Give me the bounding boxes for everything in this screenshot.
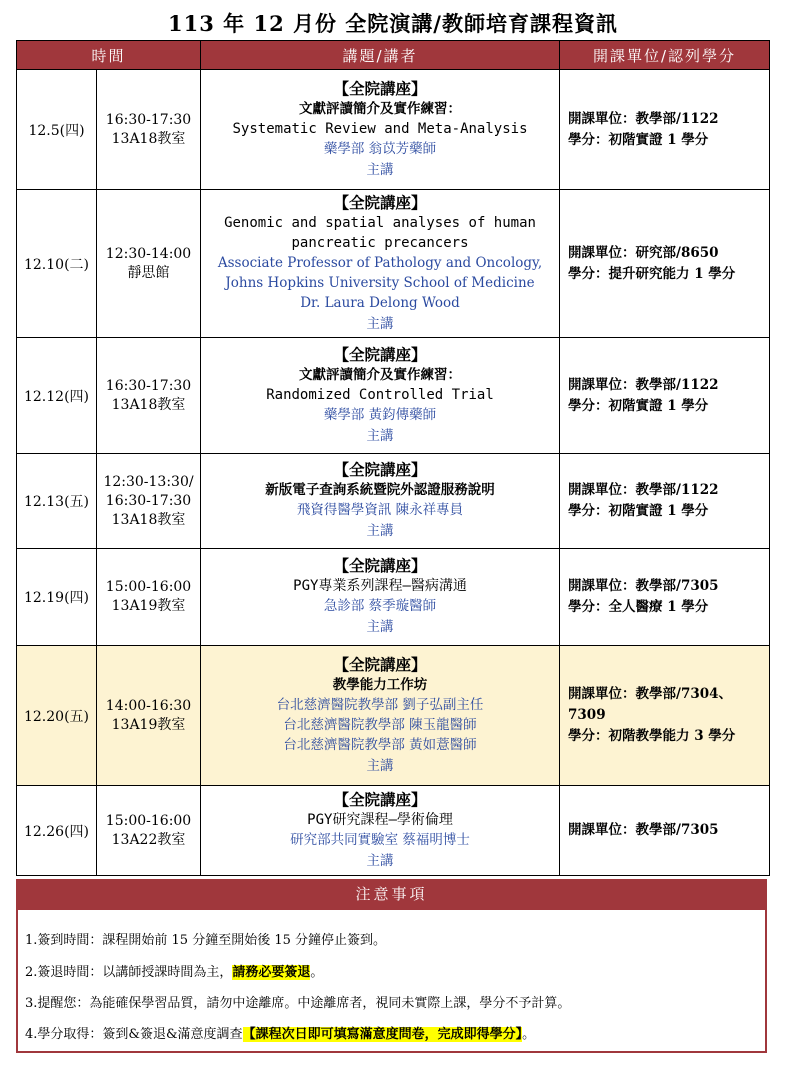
row-credit-line: 學分：初階教學能力 3 學分 [568,728,736,744]
row-speaker: 飛資得醫學資訊 陳永祥專員 [296,502,464,518]
row-time [97,786,201,876]
row-topic [201,454,560,549]
note-signin: 1.簽到時間：課程開始前 15 分鐘至開始後 15 分鐘停止簽到。 [25,933,387,948]
row-time-line: 靜思館 [127,264,170,281]
row-credit-line: 7309 [568,707,606,723]
row-time-line: 15:00-16:00 [105,579,192,595]
row-time [97,190,201,338]
row-credit-line: 開課單位：教學部/1122 [568,110,719,127]
row-topic [201,549,560,646]
row-date: 12.12(四) [17,338,97,454]
row-category: 【全院講座】 [333,654,427,674]
row-speaker: Johns Hopkins University School of Medicine [225,274,535,291]
row-time [97,338,201,454]
row-date: 12.26(四) [17,786,97,876]
row-credit-line: 開課單位：教學部/1122 [568,376,719,393]
row-category: 【全院講座】 [333,78,427,98]
row-credit [560,70,770,190]
row-speaker: 急診部 蔡季璇醫師 [323,598,437,614]
row-credit [560,454,770,549]
row-title-line: Systematic Review and Meta-Analysis [232,120,528,137]
schedule-table [16,40,770,876]
row-speaker: 研究部共同實驗室 蔡福明博士 [290,831,470,848]
row-host-label: 主講 [366,523,394,539]
row-host-label: 主講 [366,757,394,774]
row-topic [201,786,560,876]
row-time-line: 16:30-17:30 [105,492,192,509]
row-credit-line: 學分：初階實證 1 學分 [568,131,709,148]
table-row [17,454,770,549]
row-date: 12.10(二) [17,190,97,338]
row-title-line: 文獻評讀簡介及實作練習： [299,366,462,383]
table-row [17,646,770,786]
row-speaker: 台北慈濟醫院教學部 陳玉龍醫師 [283,716,477,733]
row-category: 【全院講座】 [333,460,427,479]
row-speaker: 台北慈濟醫院教學部 劉子弘副主任 [276,696,484,713]
table-row [17,786,770,876]
row-credit-line: 學分：提升研究能力 1 學分 [568,265,736,282]
row-topic [201,70,560,190]
row-topic [201,338,560,454]
page-title: 113 年 12 月份 全院演講/教師培育課程資訊 [168,11,618,36]
note-signout-text: 2.簽退時間：以講師授課時間為主， [25,965,233,980]
row-time-line: 14:00-16:30 [105,697,192,714]
row-title-line: 新版電子查詢系統暨院外認證服務說明 [265,482,495,498]
table-row [17,338,770,454]
row-title-line: PGY研究課程—學術倫理 [307,811,453,828]
row-credit [560,338,770,454]
note-credit-highlight: 【課程次日即可填寫滿意度問卷，完成即得學分】 [242,1027,523,1042]
row-time [97,454,201,549]
note-credit [25,1023,535,1042]
row-date: 12.5(四) [17,70,97,190]
row-credit-line: 學分：全人醫療 1 學分 [568,599,709,615]
row-topic [201,646,560,786]
table-header [17,41,770,70]
row-title-line: PGY專業系列課程—醫病溝通 [293,578,467,594]
row-credit-line: 開課單位：教學部/7304、 [568,686,733,702]
row-credit-line: 開課單位：教學部/7305 [568,578,719,594]
row-speaker: 台北慈濟醫院教學部 黃如薏醫師 [283,736,477,753]
row-host-label: 主講 [366,315,394,332]
row-credit [560,646,770,786]
row-host-label: 主講 [366,161,394,178]
row-host-label: 主講 [366,427,394,444]
row-topic [201,190,560,338]
row-time-line: 16:30-17:30 [105,111,192,128]
row-time-line: 13A19教室 [111,716,186,733]
row-time-line: 13A18教室 [111,511,186,528]
row-time [97,646,201,786]
row-date: 12.19(四) [17,549,97,646]
note-credit-text: 4.學分取得：簽到&簽退&滿意度調查 [25,1027,243,1042]
note-signout [25,961,323,980]
row-title-line: 教學能力工作坊 [332,676,428,693]
row-time-line: 12:30-14:00 [105,245,192,262]
row-time [97,70,201,190]
table-row [17,190,770,338]
row-title-line: pancreatic precancers [291,234,469,251]
row-credit-line: 學分：初階實證 1 學分 [568,503,709,519]
row-time [97,549,201,646]
row-host-label: 主講 [366,852,394,869]
row-time-line: 16:30-17:30 [105,377,192,394]
notes-heading: 注意事項 [16,879,767,910]
row-credit-line: 開課單位：研究部/8650 [568,244,719,261]
note-signout-end: 。 [310,965,324,980]
row-title-line: Genomic and spatial analyses of human [224,214,536,231]
row-credit [560,190,770,338]
header-credit: 開課單位/認列學分 [560,41,770,70]
row-time-line: 13A18教室 [111,130,186,147]
table-row [17,70,770,190]
row-title-line: 文獻評讀簡介及實作練習： [299,100,462,117]
row-host-label: 主講 [366,619,394,635]
header-topic: 講題/講者 [201,41,560,70]
table-row [17,549,770,646]
note-credit-end: 。 [522,1027,536,1042]
row-date: 12.13(五) [17,454,97,549]
row-credit [560,786,770,876]
row-speaker: 藥學部 黃鈞傳藥師 [323,406,437,423]
row-category: 【全院講座】 [333,192,427,212]
row-category: 【全院講座】 [333,789,427,809]
row-speaker: 藥學部 翁苡芳藥師 [323,140,437,157]
note-reminder: 3.提醒您：為能確保學習品質，請勿中途離席。中途離席者，視同未實際上課，學分不予計算。 [25,996,571,1011]
row-time-line: 13A18教室 [111,396,186,413]
row-credit-line: 開課單位：教學部/1122 [568,482,719,498]
row-speaker: Dr. Laura Delong Wood [300,294,460,311]
row-title-line: Randomized Controlled Trial [266,386,494,403]
row-credit-line: 開課單位：教學部/7305 [568,822,719,838]
row-category: 【全院講座】 [333,344,427,364]
row-credit [560,549,770,646]
note-signout-highlight: 請務必要簽退 [232,965,311,980]
row-speaker: Associate Professor of Pathology and Oncology, [217,254,543,271]
header-time: 時間 [17,41,201,70]
row-category: 【全院講座】 [333,556,427,575]
row-date: 12.20(五) [17,646,97,786]
row-time-line: 12:30-13:30/ [103,473,194,490]
row-time-line: 13A22教室 [111,831,186,848]
row-time-line: 13A19教室 [111,598,186,614]
row-credit-line: 學分：初階實證 1 學分 [568,397,709,414]
row-time-line: 15:00-16:00 [105,812,192,829]
